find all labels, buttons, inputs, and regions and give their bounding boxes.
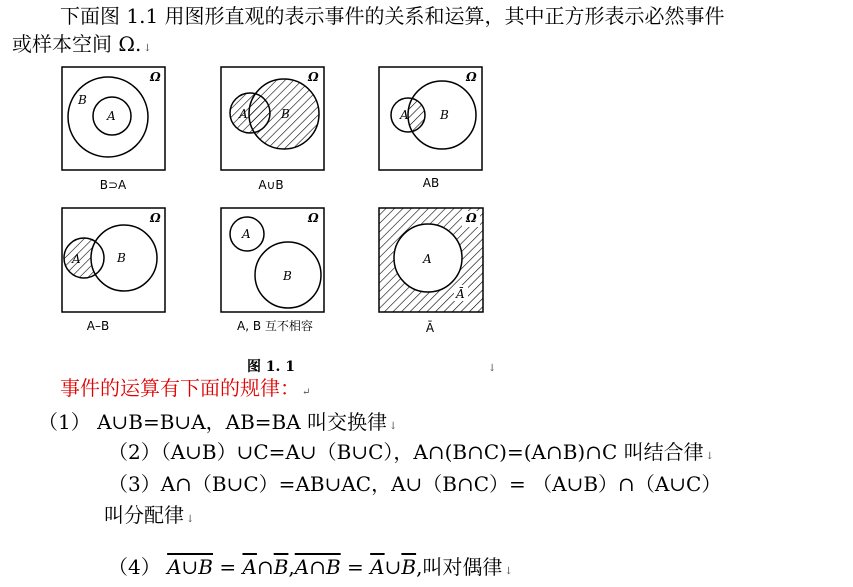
law-4-label: ,叫对偶律 — [416, 555, 503, 579]
complement-a-label: Ā — [456, 287, 465, 301]
formula-term: A∪B — [167, 555, 213, 579]
omega-label: Ω — [150, 211, 161, 225]
panel-b-contains-a — [62, 67, 165, 192]
omega-label: Ω — [150, 70, 161, 84]
panel-caption: B⊃A — [99, 178, 127, 192]
return-mark: ↓ — [186, 514, 195, 525]
panel-caption: A–B — [86, 319, 110, 333]
return-mark: ↓ — [488, 363, 497, 374]
omega-label: Ω — [308, 70, 319, 84]
set-a-label: A — [107, 109, 116, 123]
panel-union — [221, 67, 324, 192]
panel-caption: A, B 互不相容 — [237, 319, 313, 333]
panel-caption: A∪B — [258, 178, 284, 192]
formula-term: $\overline{B}$ — [273, 555, 289, 579]
law-3-text: （3）A∩（B∪C）=AB∪AC，A∪（B∩C）= （A∪B）∩（A∪C） — [108, 472, 722, 496]
set-a-label: A — [242, 227, 251, 241]
law-commutative — [38, 408, 397, 441]
formula-eq: = — [340, 555, 371, 579]
set-b-label: B — [283, 269, 292, 283]
law-distributive — [108, 470, 721, 498]
panel-complement — [379, 208, 483, 335]
omega-label: Ω — [308, 211, 319, 225]
set-b-label: B — [78, 93, 87, 107]
return-mark: ↓ — [389, 421, 398, 432]
law-distributive-label — [104, 501, 194, 534]
law-3-label: 叫分配律 — [104, 503, 184, 527]
law-de-morgan — [108, 553, 513, 586]
intro-text-1: 下面图 1.1 用图形直观的表示事件的关系和运算，其中正方形表示必然事件 — [60, 4, 725, 28]
laws-heading-text: 事件的运算有下面的规律： — [60, 376, 300, 400]
omega-label: Ω — [466, 211, 477, 225]
set-a-label: A — [72, 252, 81, 266]
panel-caption: Ā — [425, 321, 435, 335]
figure-title: 图 1. 1 — [246, 359, 296, 375]
formula-comma: , — [288, 555, 295, 579]
formula-term: $\overline{B}$ — [401, 555, 417, 579]
set-b-label: B — [117, 251, 126, 265]
set-a-label: A — [400, 108, 409, 122]
return-mark: ↓ — [705, 451, 715, 462]
panel-intersection — [379, 67, 482, 190]
formula-term: A∩B — [294, 555, 341, 579]
panel-disjoint — [221, 208, 324, 333]
return-mark: ↓ — [504, 566, 513, 577]
formula-eq: = — [213, 555, 243, 579]
formula-op: ∩ — [256, 555, 274, 579]
panel-difference — [60, 208, 165, 333]
set-b-label: B — [440, 108, 449, 122]
law-4-number: （4） — [108, 555, 161, 579]
laws-heading — [60, 374, 310, 407]
set-a-label: A — [239, 107, 248, 121]
omega-label: Ω — [466, 70, 477, 84]
return-mark: ↓ — [143, 43, 152, 54]
panel-caption: AB — [422, 176, 440, 190]
formula-term: $\overline{A}$ — [370, 555, 385, 579]
law-1-text: （1） A∪B=B∪A，AB=BA 叫交换律 — [38, 410, 388, 434]
set-a-label: A — [423, 252, 432, 266]
intro-text-2: 或样本空间 Ω. — [12, 32, 142, 56]
set-b-label: B — [281, 107, 290, 121]
law-associative — [108, 438, 714, 471]
formula-term: $\overline{A}$ — [242, 555, 257, 579]
formula-op: ∪ — [384, 555, 402, 579]
paragraph-mark: ↵ — [302, 387, 311, 398]
law-2-text: （2）（A∪B）∪C=A∪（B∪C），A∩(B∩C)=(A∩B)∩C 叫结合律 — [108, 440, 704, 464]
